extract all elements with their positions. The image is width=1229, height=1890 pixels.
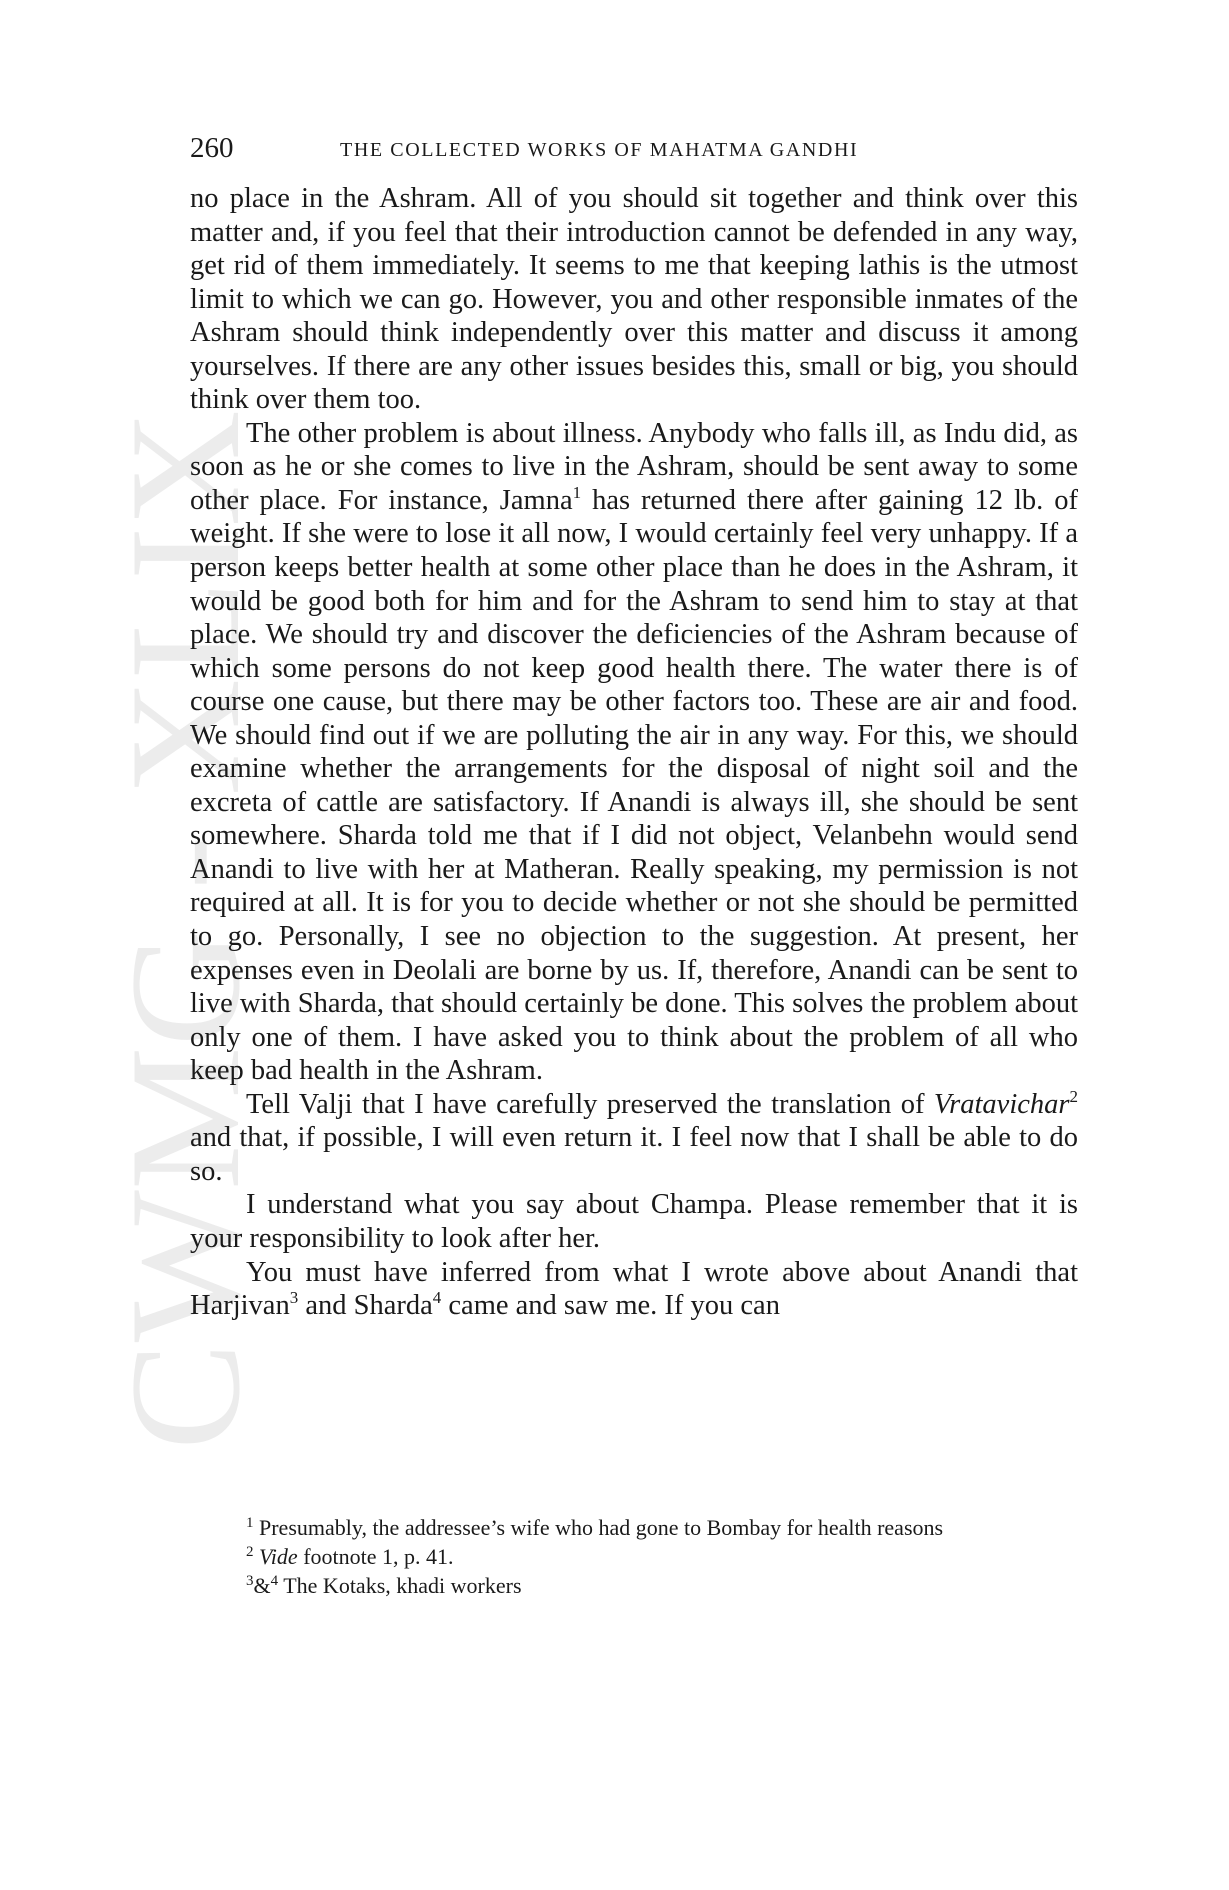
footnote-1-mark: 1 — [246, 1515, 254, 1531]
page-header — [190, 128, 1090, 168]
footnote-ref-3[interactable]: 3 — [289, 1288, 299, 1308]
footnote-ref-2[interactable]: 2 — [1069, 1086, 1078, 1106]
running-title: THE COLLECTED WORKS OF MAHATMA GANDHI — [340, 139, 859, 161]
footnote-4-mark: 4 — [270, 1573, 279, 1589]
footnote-2-mark: 2 — [246, 1544, 254, 1560]
footnote-ref-4[interactable]: 4 — [432, 1288, 442, 1308]
footnote-1-text: Presumably, the addressee’s wife who had gone to Bombay for health reasons — [253, 1515, 944, 1540]
paragraph-2-text-b: has returned there after gaining 12 lb. of weight. If she were to lose it all now, I would certainly feel very unhappy. If a person keeps better health at some other place than he does in the Ashram, it would be good both for him and for the Ashram to send him to stay at that place. We should try and discover the deficiencies of the Ashram because of which some persons do not keep good health there. The water there is of course one cause, but there may be other factors too. These are air and food. We should find out if we are polluting the air in any way. For this, we should examine whether the arrangements for the disposal of night soil and the excreta of cattle are satisfactory. If Anandi is always ill, she should be sent somewhere. Sharda told me that if I did not object, Velanbehn would send Anandi to live with her at Matheran. Really speaking, my permission is not required at all. It is for you to decide whether or not she should be permitted to go. Personally, I see no objection to the suggestion. At present, her expenses even in Deolali are borne by us. If, therefore, Anandi can be sent to live with Sharda, that should certainly be done. This solves the problem about only one of them. I have asked you to think about the problem of all who keep bad health in the Ashram. — [190, 484, 1078, 1087]
paragraph-5-text-mid: and Sharda — [298, 1290, 433, 1322]
paragraph-1 — [190, 182, 1078, 417]
footnote-3-4-ampersand: & — [253, 1573, 271, 1598]
footnote-2-vide: Vide — [253, 1544, 298, 1569]
watermark-text: CWMG XLIX — [120, 431, 270, 1450]
paragraph-4 — [190, 1188, 1078, 1255]
footnote-3-4 — [190, 1571, 1078, 1600]
paragraph-5-text-a: You must have inferred from what I wrote above about Anandi that Harjivan — [190, 1256, 1078, 1322]
body-text — [190, 182, 1078, 1323]
footnote-3-mark: 3 — [246, 1573, 254, 1589]
paragraph-2 — [190, 417, 1078, 1088]
paragraph-5 — [190, 1256, 1078, 1323]
footnotes — [190, 1513, 1078, 1600]
paragraph-5-text-b: came and saw me. If you can — [441, 1290, 780, 1322]
paragraph-3-text-b: and that, if possible, I will even return it. I feel now that I shall be able to do so. — [190, 1122, 1078, 1187]
footnote-2-text: footnote 1, p. 41. — [297, 1544, 454, 1569]
page-number: 260 — [190, 132, 234, 164]
footnote-2 — [190, 1542, 1078, 1571]
paragraph-2-text-a: The other problem is about illness. Anybody who falls ill, as Indu did, as soon as he or she comes to live in the Ashram, should be sent away to some other place. For instance, Jamna — [190, 417, 1078, 516]
footnote-1 — [190, 1513, 1078, 1542]
paragraph-3-text-a: Tell Valji that I have carefully preserved the translation of — [246, 1088, 934, 1120]
paragraph-4-text: I understand what you say about Champa. Please remember that it is your responsibility to look after her. — [190, 1189, 1078, 1254]
footnote-ref-1[interactable]: 1 — [572, 482, 582, 502]
paragraph-1-text: no place in the Ashram. All of you should sit together and think over this matter and, if you feel that their introduction cannot be defended in any way, get rid of them immediately. It seems to me that keeping lathis is the utmost limit to which we can go. However, you and other responsible inmates of the Ashram should think independently over this matter and discuss it among yourselves. If there are any other issues besides this, small or big, you should think over them too. — [190, 183, 1078, 416]
book-title-vratavichar: Vratavichar — [933, 1088, 1070, 1120]
paragraph-3 — [190, 1088, 1078, 1189]
footnote-3-4-text: The Kotaks, khadi workers — [278, 1573, 522, 1598]
